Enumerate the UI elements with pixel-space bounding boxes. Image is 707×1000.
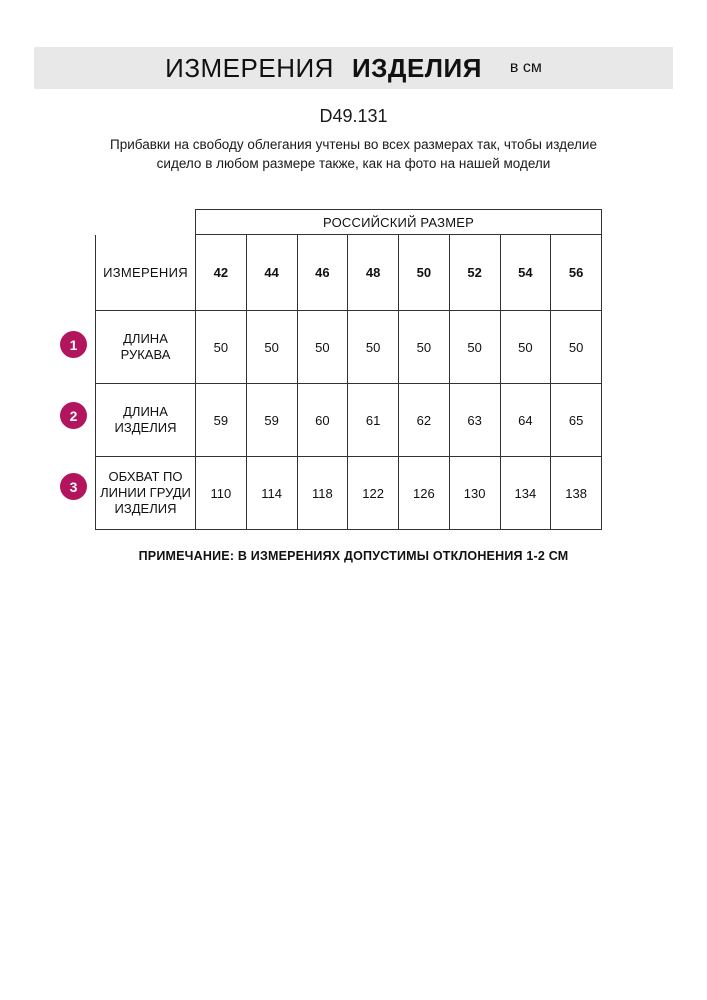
header-units-label: в см — [509, 59, 542, 76]
cell-sleeve-56: 50 — [551, 311, 602, 384]
size-header-44: 44 — [246, 235, 297, 311]
size-header-42: 42 — [196, 235, 247, 311]
cell-length-42: 59 — [196, 384, 247, 457]
page-header-band — [34, 47, 673, 89]
cell-sleeve-50: 50 — [399, 311, 450, 384]
intro-paragraph: Прибавки на свободу облегания учтены во всех размерах так, чтобы изделие сидело в любом размере также, как на фото на нашей модели — [110, 137, 597, 172]
row-badge-3: 3 — [60, 473, 87, 500]
cell-sleeve-48: 50 — [348, 311, 399, 384]
cell-sleeve-46: 50 — [297, 311, 348, 384]
measurement-note: ПРИМЕЧАНИЕ: В ИЗМЕРЕНИЯХ ДОПУСТИМЫ ОТКЛОНЕНИЯ 1-2 СМ — [138, 549, 569, 564]
group-header-russian-size: РОССИЙСКИЙ РАЗМЕР — [196, 210, 602, 235]
cell-sleeve-42: 50 — [196, 311, 247, 384]
row-badge-2: 2 — [60, 402, 87, 429]
table-row-group-header — [96, 210, 602, 235]
size-header-52: 52 — [449, 235, 500, 311]
cell-length-54: 64 — [500, 384, 551, 457]
cell-sleeve-54: 50 — [500, 311, 551, 384]
cell-chest-54: 134 — [500, 457, 551, 530]
corner-cell-blank — [96, 210, 196, 235]
size-table-container — [28, 209, 679, 530]
row-label-chest-girth: ОБХВАТ ПО ЛИНИИ ГРУДИ ИЗДЕЛИЯ — [96, 457, 196, 530]
row-label-product-length: ДЛИНА ИЗДЕЛИЯ — [96, 384, 196, 457]
cell-chest-56: 138 — [551, 457, 602, 530]
cell-length-48: 61 — [348, 384, 399, 457]
cell-chest-44: 114 — [246, 457, 297, 530]
header-title-product: ИЗДЕЛИЯ — [351, 52, 482, 83]
cell-length-56: 65 — [551, 384, 602, 457]
row-badge-1: 1 — [60, 331, 87, 358]
size-header-54: 54 — [500, 235, 551, 311]
cell-chest-50: 126 — [399, 457, 450, 530]
size-header-46: 46 — [297, 235, 348, 311]
table-row — [96, 457, 602, 530]
corner-cell-measurements: ИЗМЕРЕНИЯ — [96, 235, 196, 311]
table-row — [96, 311, 602, 384]
size-table — [95, 209, 602, 530]
cell-chest-52: 130 — [449, 457, 500, 530]
cell-length-52: 63 — [449, 384, 500, 457]
table-row-sizes — [96, 235, 602, 311]
article-code: D49.131 — [319, 106, 388, 126]
size-header-56: 56 — [551, 235, 602, 311]
cell-chest-46: 118 — [297, 457, 348, 530]
cell-chest-48: 122 — [348, 457, 399, 530]
cell-length-44: 59 — [246, 384, 297, 457]
cell-sleeve-52: 50 — [449, 311, 500, 384]
cell-length-50: 62 — [399, 384, 450, 457]
cell-sleeve-44: 50 — [246, 311, 297, 384]
table-row — [96, 384, 602, 457]
size-header-50: 50 — [399, 235, 450, 311]
size-header-48: 48 — [348, 235, 399, 311]
row-label-sleeve-length: ДЛИНА РУКАВА — [96, 311, 196, 384]
cell-chest-42: 110 — [196, 457, 247, 530]
cell-length-46: 60 — [297, 384, 348, 457]
header-title-measurements: ИЗМЕРЕНИЯ — [165, 52, 334, 83]
